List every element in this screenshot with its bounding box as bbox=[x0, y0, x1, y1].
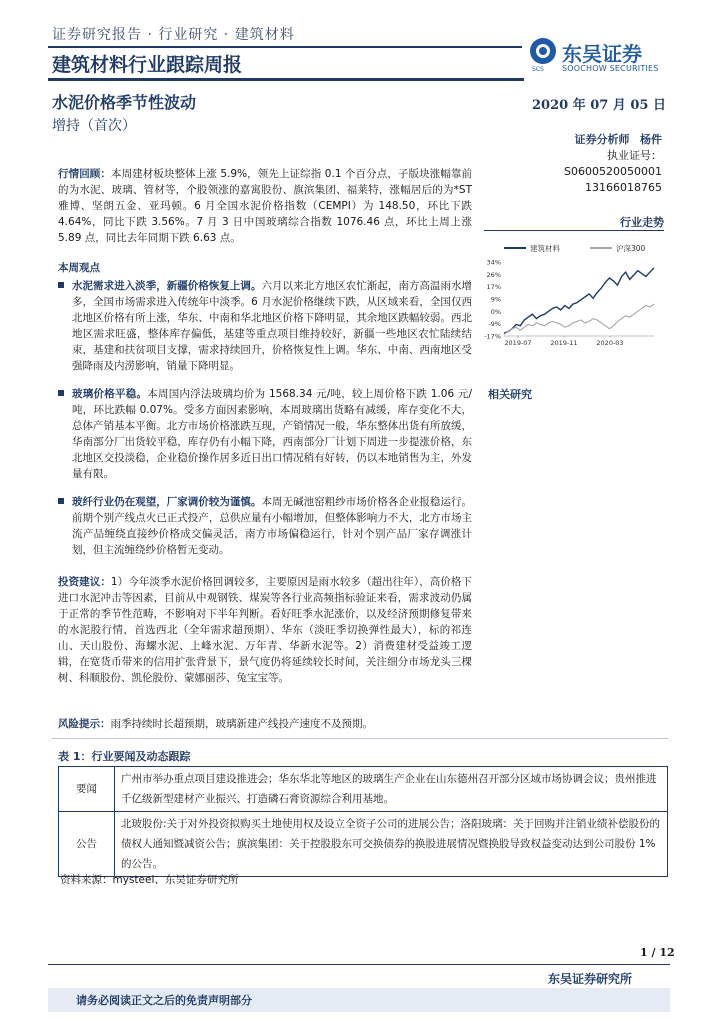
footer-divider bbox=[48, 964, 670, 965]
bullet-body: 六月以来北方地区农忙渐起，南方高温雨水增多，全国市场需求进入传统年中淡季。6 月水泥价格继续下跌，从区域来看，全国仅西北地区价格有所上涨，华东、中南和华北地区价格下降明显，其余地区跌幅较弱。西北地区需求旺盛，整体库存偏低，基建等重点项目维持较好，新疆一些地区农忙陆续结束，基建和扶贫项目支撑，需求持续回升，价格恢复性上调。华东、中南、西南地区受强降雨及内涝影响，销量下降明显。 bbox=[72, 280, 473, 372]
x-tick-label: 2020-03 bbox=[596, 339, 624, 347]
trend-divider bbox=[484, 230, 664, 231]
report-date: 2020 年 07 月 05 日 bbox=[532, 98, 666, 113]
legend-label: 沪深300 bbox=[616, 244, 646, 253]
industry-trend-chart bbox=[478, 240, 664, 352]
analyst-license: 执业证号：S0600520050001 bbox=[564, 149, 662, 178]
risk-divider bbox=[52, 738, 668, 739]
bullet-square-icon bbox=[58, 282, 64, 288]
bullet-head: 玻璃价格平稳。 bbox=[72, 388, 148, 400]
table-row bbox=[59, 812, 668, 877]
section-title: 本周观点 bbox=[58, 262, 100, 274]
review-text: 本周建材板块整体上涨 5.9%，领先上证综指 0.1 个百分点，子版块涨幅靠前的为水泥、玻璃、管材等，个股领涨的嘉寓股份、旗滨集团、福莱特，涨幅居后的为*ST 雅博、坚朗五金、亚玛顿。6 月全国水泥价格指数（CEMPI）为 148.50，环比下跌 4.64%，同比下跌 3.56%。7 月 3 日中国玻璃综合指数 1076.46 点，环比上周上涨 5.89 点，同比去年同期下跌 6.63 点。 bbox=[58, 168, 473, 244]
review-label: 行情回顾： bbox=[58, 168, 111, 180]
logo-name-en: SOOCHOW SECURITIES bbox=[562, 64, 659, 73]
page-number: 1 / 12 bbox=[640, 946, 675, 959]
header-divider bbox=[48, 46, 522, 48]
risk-label: 风险提示： bbox=[58, 718, 111, 730]
trend-title: 行业走势 bbox=[620, 216, 664, 229]
news-table bbox=[58, 766, 668, 877]
legend-label: 建筑材料 bbox=[530, 244, 560, 253]
x-tick-label: 2019-07 bbox=[504, 339, 532, 347]
y-tick-label: 9% bbox=[490, 295, 501, 304]
table-title: 表 1：行业要闻及动态跟踪 bbox=[58, 750, 191, 763]
report-type-title: 建筑材料行业跟踪周报 bbox=[52, 54, 243, 76]
market-review bbox=[58, 166, 472, 246]
table-source: 资料来源：mysteel、东吴证券研究所 bbox=[60, 874, 239, 886]
y-tick-label: 0% bbox=[490, 307, 501, 316]
row-head: 要闻 bbox=[59, 767, 115, 812]
rating: 增持（首次） bbox=[52, 118, 136, 134]
analyst-phone: 13166018765 bbox=[585, 181, 662, 194]
y-tick-label: -9% bbox=[488, 320, 501, 329]
bullet-square-icon bbox=[58, 498, 64, 504]
y-tick-label: 26% bbox=[486, 270, 501, 279]
y-tick-label: -17% bbox=[484, 332, 501, 341]
bullet-body: 本周国内浮法玻璃均价为 1568.34 元/吨，较上周价格下跌 1.06 元/吨，环比跌幅 0.07%。受多方面因素影响，本周玻璃出货略有减缓，库存变化不大，总体产销基本平衡。北方市场价格涨跌互现，产销情况一般，华东整体出货有所放缓，华南部分厂出货较平稳，库存仍有小幅下降，西南部分厂计划下周进一步提涨价格，东北地区交投淡稳，企业稳价操作居多近日出口情况稍有好转，仍以本地销售为主，外发量有限。 bbox=[72, 388, 472, 480]
bullet-body: 本周无碱池窑粗纱市场价格各企业报稳运行。前期个别产线点火已正式投产，总供应量有小幅增加，但整体影响力不大，北方市场主流产品缠绕直接纱价格成交偏灵活，南方市场偏稳运行，针对个别产品厂家存调涨计划，但主流缠绕纱价格暂无变动。 bbox=[72, 496, 473, 556]
advice-text: 1）今年淡季水泥价格回调较多，主要原因是雨水较多（超出往年），高价格下进口水泥冲击等因素，目前从中观钢铁、煤炭等各行业高频指标验证来看，需求波动仍属于正常的季节性范畴，不影响对下半年判断。看好旺季水泥涨价，以及经济预期修复带来的水泥股行情，首选西北（全年需求超预期）、华东（淡旺季切换弹性最大），标的祁连山、天山股份、海螺水泥、上峰水泥、万年青、华新水泥等。2）消费建材受益竣工逻辑，在宽货币带来的信用扩张背景下，景气度仍将延续较长时间，关注细分市场龙头三棵树、科顺股份、凯伦股份、蒙娜丽莎、兔宝宝等。 bbox=[58, 576, 473, 684]
series-line-building-materials bbox=[504, 268, 654, 333]
table-row bbox=[59, 767, 668, 812]
logo-mark-icon bbox=[530, 38, 556, 64]
risk-warning bbox=[58, 716, 668, 731]
related-research-title: 相关研究 bbox=[488, 388, 532, 401]
x-tick-label: 2019-11 bbox=[550, 339, 578, 347]
row-text: 广州市举办重点项目建设推进会；华东华北等地区的玻璃生产企业在山东德州召开部分区域市场协调会议；贵州推进千亿级新型建材产业振兴、打造磷石膏资源综合利用基地。 bbox=[115, 767, 668, 812]
analyst-block bbox=[542, 132, 662, 196]
bullet-head: 玻纤行业仍在观望，厂家调价较为谨慎。 bbox=[72, 496, 262, 508]
logo-name-cn: 东吴证券 bbox=[562, 42, 642, 66]
investment-advice bbox=[58, 574, 472, 686]
disclaimer-text: 请务必阅读正文之后的免责声明部分 bbox=[76, 994, 252, 1007]
analyst-role: 证券分析师 bbox=[574, 133, 630, 146]
series-line-csi300 bbox=[504, 304, 654, 334]
analyst-name: 杨件 bbox=[640, 133, 662, 146]
risk-text: 雨季持续时长超预期，玻璃新建产线投产速度不及预期。 bbox=[110, 718, 373, 730]
row-head: 公告 bbox=[59, 812, 115, 877]
logo-mark-text: SCS bbox=[532, 66, 544, 73]
y-tick-label: 17% bbox=[486, 283, 501, 292]
soochow-logo bbox=[530, 38, 690, 78]
bullet-square-icon bbox=[58, 390, 64, 396]
row-text: 北玻股份:关于对外投资拟购买土地使用权及设立全资子公司的进展公告；洛阳玻璃：关于回购并注销业绩补偿股份的债权人通知暨减资公告；旗滨集团：关于控股股东可交换债券的换股进展情况暨换股导致权益变动达到公司股份 1%的公告。 bbox=[115, 812, 668, 877]
breadcrumb: 证券研究报告 · 行业研究 · 建筑材料 bbox=[52, 27, 295, 43]
header-band bbox=[48, 78, 524, 81]
footer-firm: 东吴证券研究所 bbox=[548, 972, 633, 986]
report-headline: 水泥价格季节性波动 bbox=[52, 93, 197, 112]
bullet-head: 水泥需求进入淡季，新疆价格恢复上调。 bbox=[72, 280, 262, 292]
advice-label: 投资建议： bbox=[58, 576, 111, 588]
y-tick-label: 34% bbox=[486, 258, 501, 267]
